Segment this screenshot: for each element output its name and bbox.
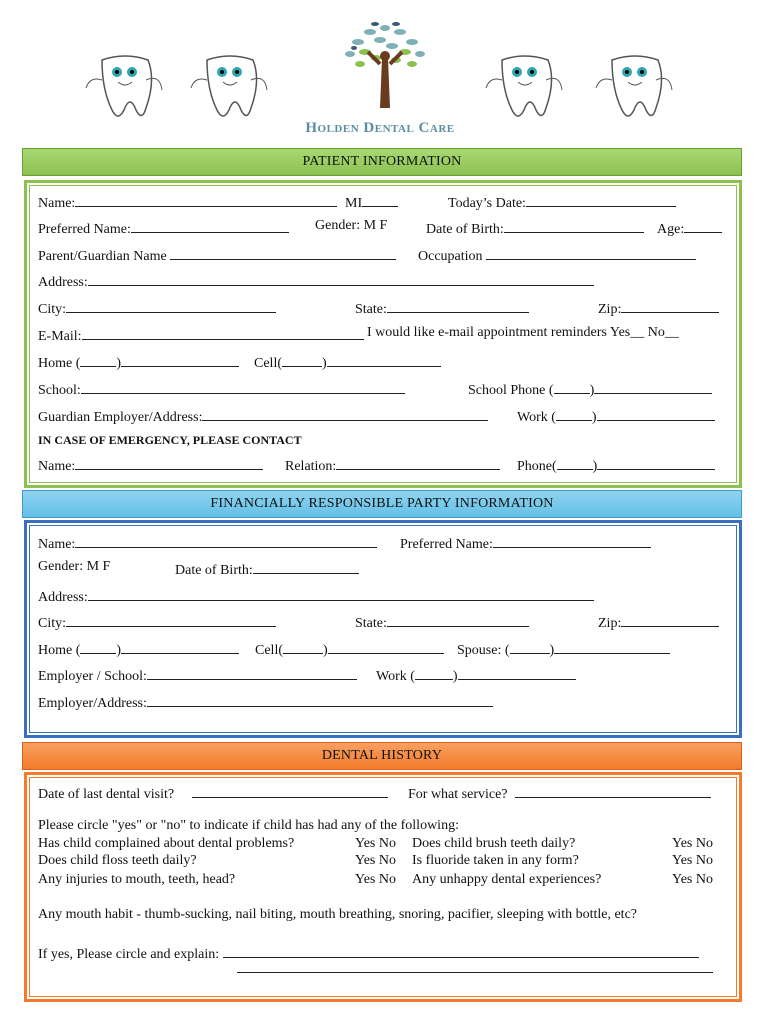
fin-preferred-name-field[interactable]: Preferred Name: [400, 533, 651, 553]
last-visit-field[interactable]: Date of last dental visit? [38, 783, 388, 803]
home-phone-field[interactable]: Home ( ) [38, 352, 239, 372]
tooth-mascot-icon [590, 50, 680, 130]
fin-zip-field[interactable]: Zip: [598, 612, 719, 632]
yes-no-right-2[interactable]: Yes No [672, 853, 713, 868]
question-right-1: Does child brush teeth daily? [412, 836, 576, 851]
patient-city-field[interactable]: City: [38, 298, 276, 318]
guardian-employer-field[interactable]: Guardian Employer/Address: [38, 406, 488, 426]
date-of-birth-field[interactable]: Date of Birth: [426, 218, 644, 238]
fin-cell-phone-field[interactable]: Cell( ) [255, 639, 444, 659]
yes-no-left-3[interactable]: Yes No [355, 872, 396, 887]
yes-no-right-3[interactable]: Yes No [672, 872, 713, 887]
work-phone-field[interactable]: Work ( ) [517, 406, 715, 426]
service-field[interactable]: For what service? [408, 783, 711, 803]
tooth-mascot-icon [480, 50, 570, 130]
gender-field[interactable]: Gender: M F [315, 218, 388, 233]
question-right-3: Any unhappy dental experiences? [412, 872, 602, 887]
cell-phone-field[interactable]: Cell( ) [254, 352, 441, 372]
dental-history-header: DENTAL HISTORY [22, 742, 742, 770]
patient-address-field[interactable]: Address: [38, 271, 594, 291]
explain-field[interactable]: If yes, Please circle and explain: [38, 943, 699, 963]
brand-name: Holden Dental Care [305, 120, 455, 136]
patient-info-header: PATIENT INFORMATION [22, 148, 742, 176]
emergency-phone-field[interactable]: Phone( ) [517, 455, 715, 475]
fin-address-field[interactable]: Address: [38, 586, 594, 606]
yes-no-left-1[interactable]: Yes No [355, 836, 396, 851]
tooth-mascot-icon [80, 50, 170, 130]
tree-logo-icon [330, 18, 440, 118]
tooth-mascot-icon [185, 50, 275, 130]
patient-state-field[interactable]: State: [355, 298, 529, 318]
fin-gender-field[interactable]: Gender: M F [38, 559, 111, 574]
question-left-3: Any injuries to mouth, teeth, head? [38, 872, 236, 887]
email-field[interactable]: E-Mail: [38, 325, 364, 345]
fin-city-field[interactable]: City: [38, 612, 276, 632]
question-right-2: Is fluoride taken in any form? [412, 853, 579, 868]
fin-name-field[interactable]: Name: [38, 533, 377, 553]
occupation-field[interactable]: Occupation [418, 245, 696, 265]
spouse-phone-field[interactable]: Spouse: ( ) [457, 639, 670, 659]
preferred-name-field[interactable]: Preferred Name: [38, 218, 289, 238]
fin-work-phone-field[interactable]: Work ( ) [376, 665, 576, 685]
mouth-habit-question: Any mouth habit - thumb-sucking, nail biting, mouth breathing, snoring, pacifier, sleeping with bottle, etc? [38, 907, 637, 922]
yes-no-right-1[interactable]: Yes No [672, 836, 713, 851]
patient-zip-field[interactable]: Zip: [598, 298, 719, 318]
patient-name-field[interactable]: Name: [38, 192, 337, 212]
school-phone-field[interactable]: School Phone ( ) [468, 379, 712, 399]
financial-header: FINANCIALLY RESPONSIBLE PARTY INFORMATION [22, 490, 742, 518]
email-reminder-option[interactable]: I would like e-mail appointment reminders Yes__ No__ [367, 325, 679, 340]
question-left-1: Has child complained about dental problems? [38, 836, 295, 851]
employer-address-field[interactable]: Employer/Address: [38, 692, 493, 712]
school-field[interactable]: School: [38, 379, 405, 399]
patient-mi-field[interactable]: MI [345, 192, 398, 212]
emergency-name-field[interactable]: Name: [38, 455, 263, 475]
circle-instructions: Please circle "yes" or "no" to indicate if child has had any of the following: [38, 818, 459, 833]
emergency-heading: IN CASE OF EMERGENCY, PLEASE CONTACT [38, 433, 302, 447]
yes-no-left-2[interactable]: Yes No [355, 853, 396, 868]
parent-guardian-field[interactable]: Parent/Guardian Name [38, 245, 396, 265]
todays-date-field[interactable]: Today’s Date: [448, 192, 676, 212]
fin-dob-field[interactable]: Date of Birth: [175, 559, 359, 579]
employer-school-field[interactable]: Employer / School: [38, 665, 357, 685]
fin-home-phone-field[interactable]: Home ( ) [38, 639, 239, 659]
relation-field[interactable]: Relation: [285, 455, 500, 475]
age-field[interactable]: Age: [657, 218, 722, 238]
question-left-2: Does child floss teeth daily? [38, 853, 197, 868]
explain-second-line[interactable] [237, 972, 713, 973]
fin-state-field[interactable]: State: [355, 612, 529, 632]
